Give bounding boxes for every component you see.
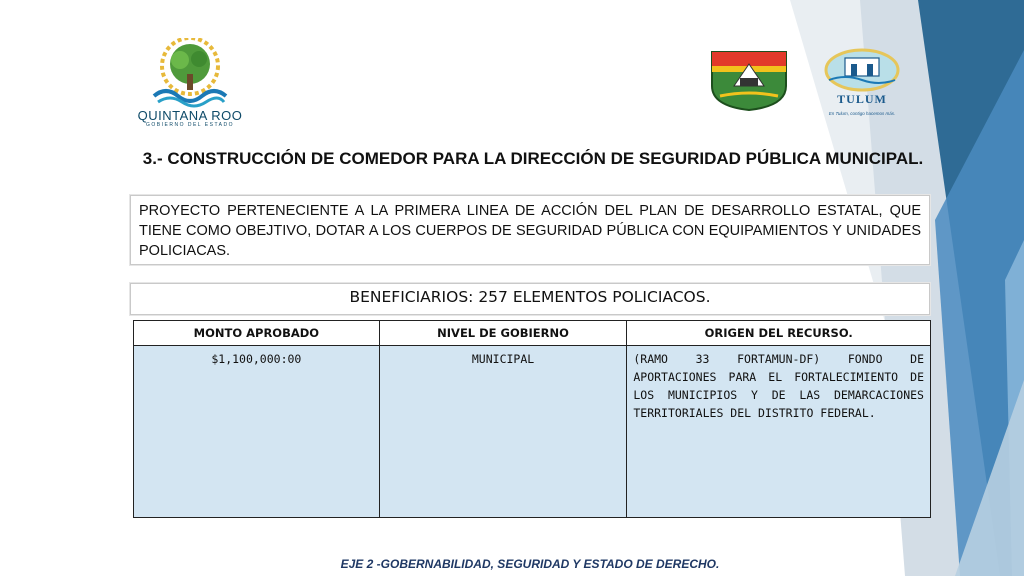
cell-nivel: MUNICIPAL: [379, 346, 627, 518]
tulum-motto: En Tulum, contigo hacemos más.: [828, 111, 896, 116]
cell-monto: $1,100,000:00: [134, 346, 380, 518]
shield-icon: [708, 46, 790, 112]
quintana-roo-logo: [136, 38, 244, 130]
header-nivel: NIVEL DE GOBIERNO: [379, 321, 627, 346]
project-description: PROYECTO PERTENECIENTE A LA PRIMERA LINEA DE ACCIÓN DEL PLAN DE DESARROLLO ESTATAL, QUE TIENE COMO OBEJTIVO, DOTAR A LOS CUERPOS DE SEGURIDAD PÚBLICA CON EQUIPAMIENTOS Y UNIDADES POLICIACAS.: [130, 195, 930, 265]
resources-table: [133, 320, 931, 518]
table-row: [134, 346, 931, 518]
beneficiaries-label: BENEFICIARIOS: 257 ELEMENTOS POLICIACOS.: [130, 283, 930, 315]
page-title: 3.- CONSTRUCCIÓN DE COMEDOR PARA LA DIRECCIÓN DE SEGURIDAD PÚBLICA MUNICIPAL.: [142, 149, 924, 168]
header-origen: ORIGEN DEL RECURSO.: [627, 321, 931, 346]
table-header-row: [134, 321, 931, 346]
municipal-shield-logo: [708, 46, 790, 112]
logo-subtitle: GOBIERNO DEL ESTADO: [146, 122, 234, 128]
tulum-temple-icon: [815, 44, 909, 92]
footer-axis: EJE 2 -GOBERNABILIDAD, SEGURIDAD Y ESTADO DE DERECHO.: [340, 557, 720, 571]
cell-origen: (RAMO 33 FORTAMUN-DF) FONDO DE APORTACIONES PARA EL FORTALECIMIENTO DE LOS MUNICIPIOS Y DE LAS DEMARCACIONES TERRITORIALES DEL DISTRITO FEDERAL.: [627, 346, 931, 518]
header-monto: MONTO APROBADO: [134, 321, 380, 346]
tree-icon: [136, 38, 244, 108]
tulum-logo: [815, 44, 909, 126]
logo-name: QUINTANA ROO: [137, 108, 243, 123]
tulum-word: TULUM: [837, 92, 887, 106]
